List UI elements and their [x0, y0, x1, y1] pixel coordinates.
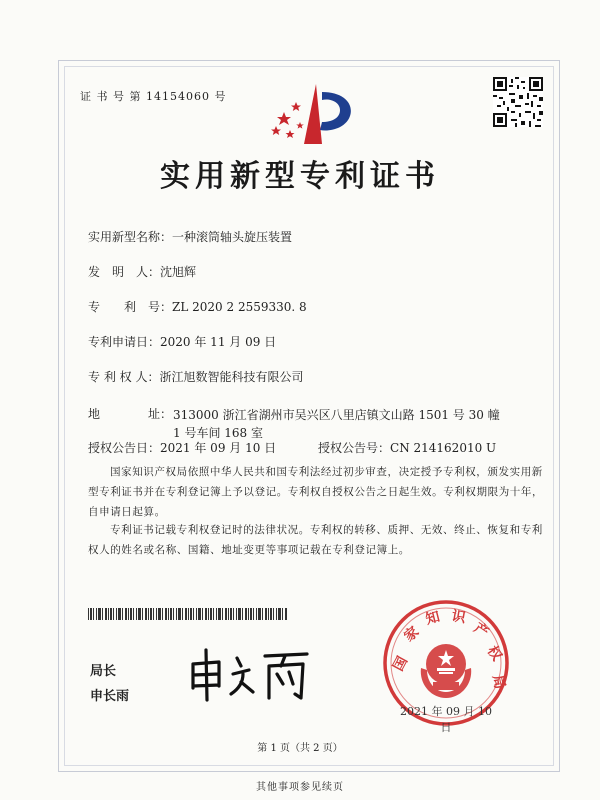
barcode-bar: [165, 608, 167, 620]
patent-number-row: [88, 299, 307, 315]
field-label: 授权公告号：: [318, 441, 391, 455]
barcode-bar: [265, 608, 267, 620]
barcode-bar: [268, 608, 269, 620]
barcode-bar: [108, 608, 109, 620]
barcode-bar: [98, 608, 101, 620]
barcode-bar: [185, 608, 187, 620]
filing-date-row: [88, 334, 276, 350]
barcode-bar: [236, 608, 237, 620]
barcode-bar: [205, 608, 207, 620]
barcode-bar: [113, 608, 114, 620]
grant-number-row: [318, 440, 496, 456]
barcode-bar: [102, 608, 103, 620]
grant-date-row: [88, 440, 276, 456]
barcode-bar: [238, 608, 241, 620]
barcode-bar: [285, 608, 287, 620]
barcode-bar: [193, 608, 194, 620]
director-title: 局长: [90, 664, 117, 679]
barcode-bar: [170, 608, 172, 620]
svg-text:家: 家: [401, 623, 423, 646]
field-label: 专 利 号：: [88, 300, 173, 314]
barcode-bar: [116, 608, 117, 620]
barcode-bar: [262, 608, 263, 620]
address-value: 313000 浙江省湖州市吴兴区八里店镇文山路 1501 号 30 幢 1 号车间 168 室: [173, 408, 500, 440]
barcode-bar: [138, 608, 141, 620]
svg-text:识: 识: [450, 608, 467, 627]
barcode-bar: [245, 608, 247, 620]
field-label: 授权公告日：: [88, 441, 161, 455]
svg-text:国: 国: [390, 654, 412, 674]
barcode-bar: [188, 608, 189, 620]
barcode-bar: [190, 608, 192, 620]
field-label: 专利申请日：: [88, 335, 161, 349]
patent-number: ZL 2020 2 2559330. 8: [172, 300, 307, 314]
legal-status-paragraph: 专利证书记载专利权登记时的法律状况。专利权的转移、质押、无效、终止、恢复和专利权人的姓名或名称、国籍、地址变更等事项记载在专利登记簿上。: [88, 524, 543, 556]
patent-holder-row: [88, 369, 303, 385]
barcode-bar: [93, 608, 94, 620]
barcode-bar: [222, 608, 223, 620]
barcode-bar: [145, 608, 147, 620]
certificate-title: 实用新型专利证书: [160, 159, 440, 194]
barcode-bar: [90, 608, 92, 620]
barcode-bar: [125, 608, 127, 620]
field-label: 实用新型名称：: [88, 230, 173, 244]
inventor-name: 沈旭辉: [160, 265, 197, 279]
address-row: [88, 406, 172, 422]
filing-date: 2020 年 11 月 09 日: [160, 335, 277, 349]
field-label: 发 明 人：: [88, 265, 161, 279]
barcode-bar: [176, 608, 177, 620]
footer-note: 其他事项参见续页: [256, 782, 344, 793]
barcode-bar: [202, 608, 203, 620]
barcode-bar: [130, 608, 132, 620]
qr-code-icon: [493, 77, 543, 127]
barcode-bar: [258, 608, 261, 620]
barcode-bar: [242, 608, 243, 620]
barcode-bar: [133, 608, 134, 620]
barcode-bar: [173, 608, 174, 620]
inventor-row: [88, 264, 196, 280]
barcode-bar: [122, 608, 123, 620]
barcode-bar: [156, 608, 157, 620]
barcode-bar: [270, 608, 272, 620]
barcode-bar: [276, 608, 277, 620]
barcode-bar: [278, 608, 281, 620]
patent-office-emblem-icon: [264, 82, 364, 148]
barcode-bar: [136, 608, 137, 620]
barcode-bar: [198, 608, 201, 620]
barcode-strip: [88, 608, 288, 620]
barcode-bar: [213, 608, 214, 620]
barcode-bar: [105, 608, 107, 620]
seal-date: 2021 年 09 月 10 日: [400, 705, 492, 734]
page-number: 第 1 页（共 2 页）: [257, 743, 343, 754]
patent-holder: 浙江旭数智能科技有限公司: [159, 370, 304, 384]
barcode-bar: [153, 608, 154, 620]
svg-text:局: 局: [489, 673, 508, 691]
barcode-bar: [282, 608, 283, 620]
barcode-bar: [248, 608, 249, 620]
director-name: 申长雨: [90, 689, 130, 704]
barcode-bar: [210, 608, 212, 620]
barcode-bar: [208, 608, 209, 620]
grant-statement-paragraph: 国家知识产权局依照中华人民共和国专利法经过初步审查，决定授予专利权，颁发实用新型专利证书并在专利登记簿上予以登记。专利权自授权公告之日起生效。专利权期限为十年，自申请日起算。: [88, 466, 544, 518]
barcode-bar: [218, 608, 221, 620]
utility-model-name-row: [88, 229, 292, 245]
barcode-bar: [162, 608, 163, 620]
utility-model-name: 一种滚筒轴头旋压装置: [172, 230, 293, 244]
barcode-bar: [88, 608, 89, 620]
barcode-bar: [256, 608, 257, 620]
svg-text:权: 权: [483, 643, 505, 664]
barcode-bar: [168, 608, 169, 620]
barcode-bar: [148, 608, 149, 620]
barcode-bar: [182, 608, 183, 620]
barcode-bar: [128, 608, 129, 620]
barcode-bar: [216, 608, 217, 620]
barcode-bar: [118, 608, 121, 620]
field-label: 专 利 权 人：: [88, 370, 160, 384]
svg-text:产: 产: [470, 620, 492, 642]
field-label: 地 址：: [88, 407, 173, 421]
barcode-bar: [253, 608, 254, 620]
barcode-bar: [178, 608, 181, 620]
director-signature: [185, 644, 315, 704]
svg-text:知: 知: [424, 608, 442, 628]
barcode-bar: [273, 608, 274, 620]
barcode-bar: [225, 608, 227, 620]
grant-number: CN 214162010 U: [390, 441, 497, 455]
grant-date: 2021 年 09 月 10 日: [160, 441, 277, 455]
barcode-bar: [96, 608, 97, 620]
barcode-bar: [142, 608, 143, 620]
barcode-bar: [150, 608, 152, 620]
barcode-bar: [230, 608, 232, 620]
barcode-bar: [250, 608, 252, 620]
barcode-bar: [158, 608, 161, 620]
barcode-bar: [228, 608, 229, 620]
barcode-bar: [110, 608, 112, 620]
barcode-bar: [196, 608, 197, 620]
certificate-number: 证 书 号 第 14154060 号: [80, 90, 227, 103]
barcode-bar: [233, 608, 234, 620]
